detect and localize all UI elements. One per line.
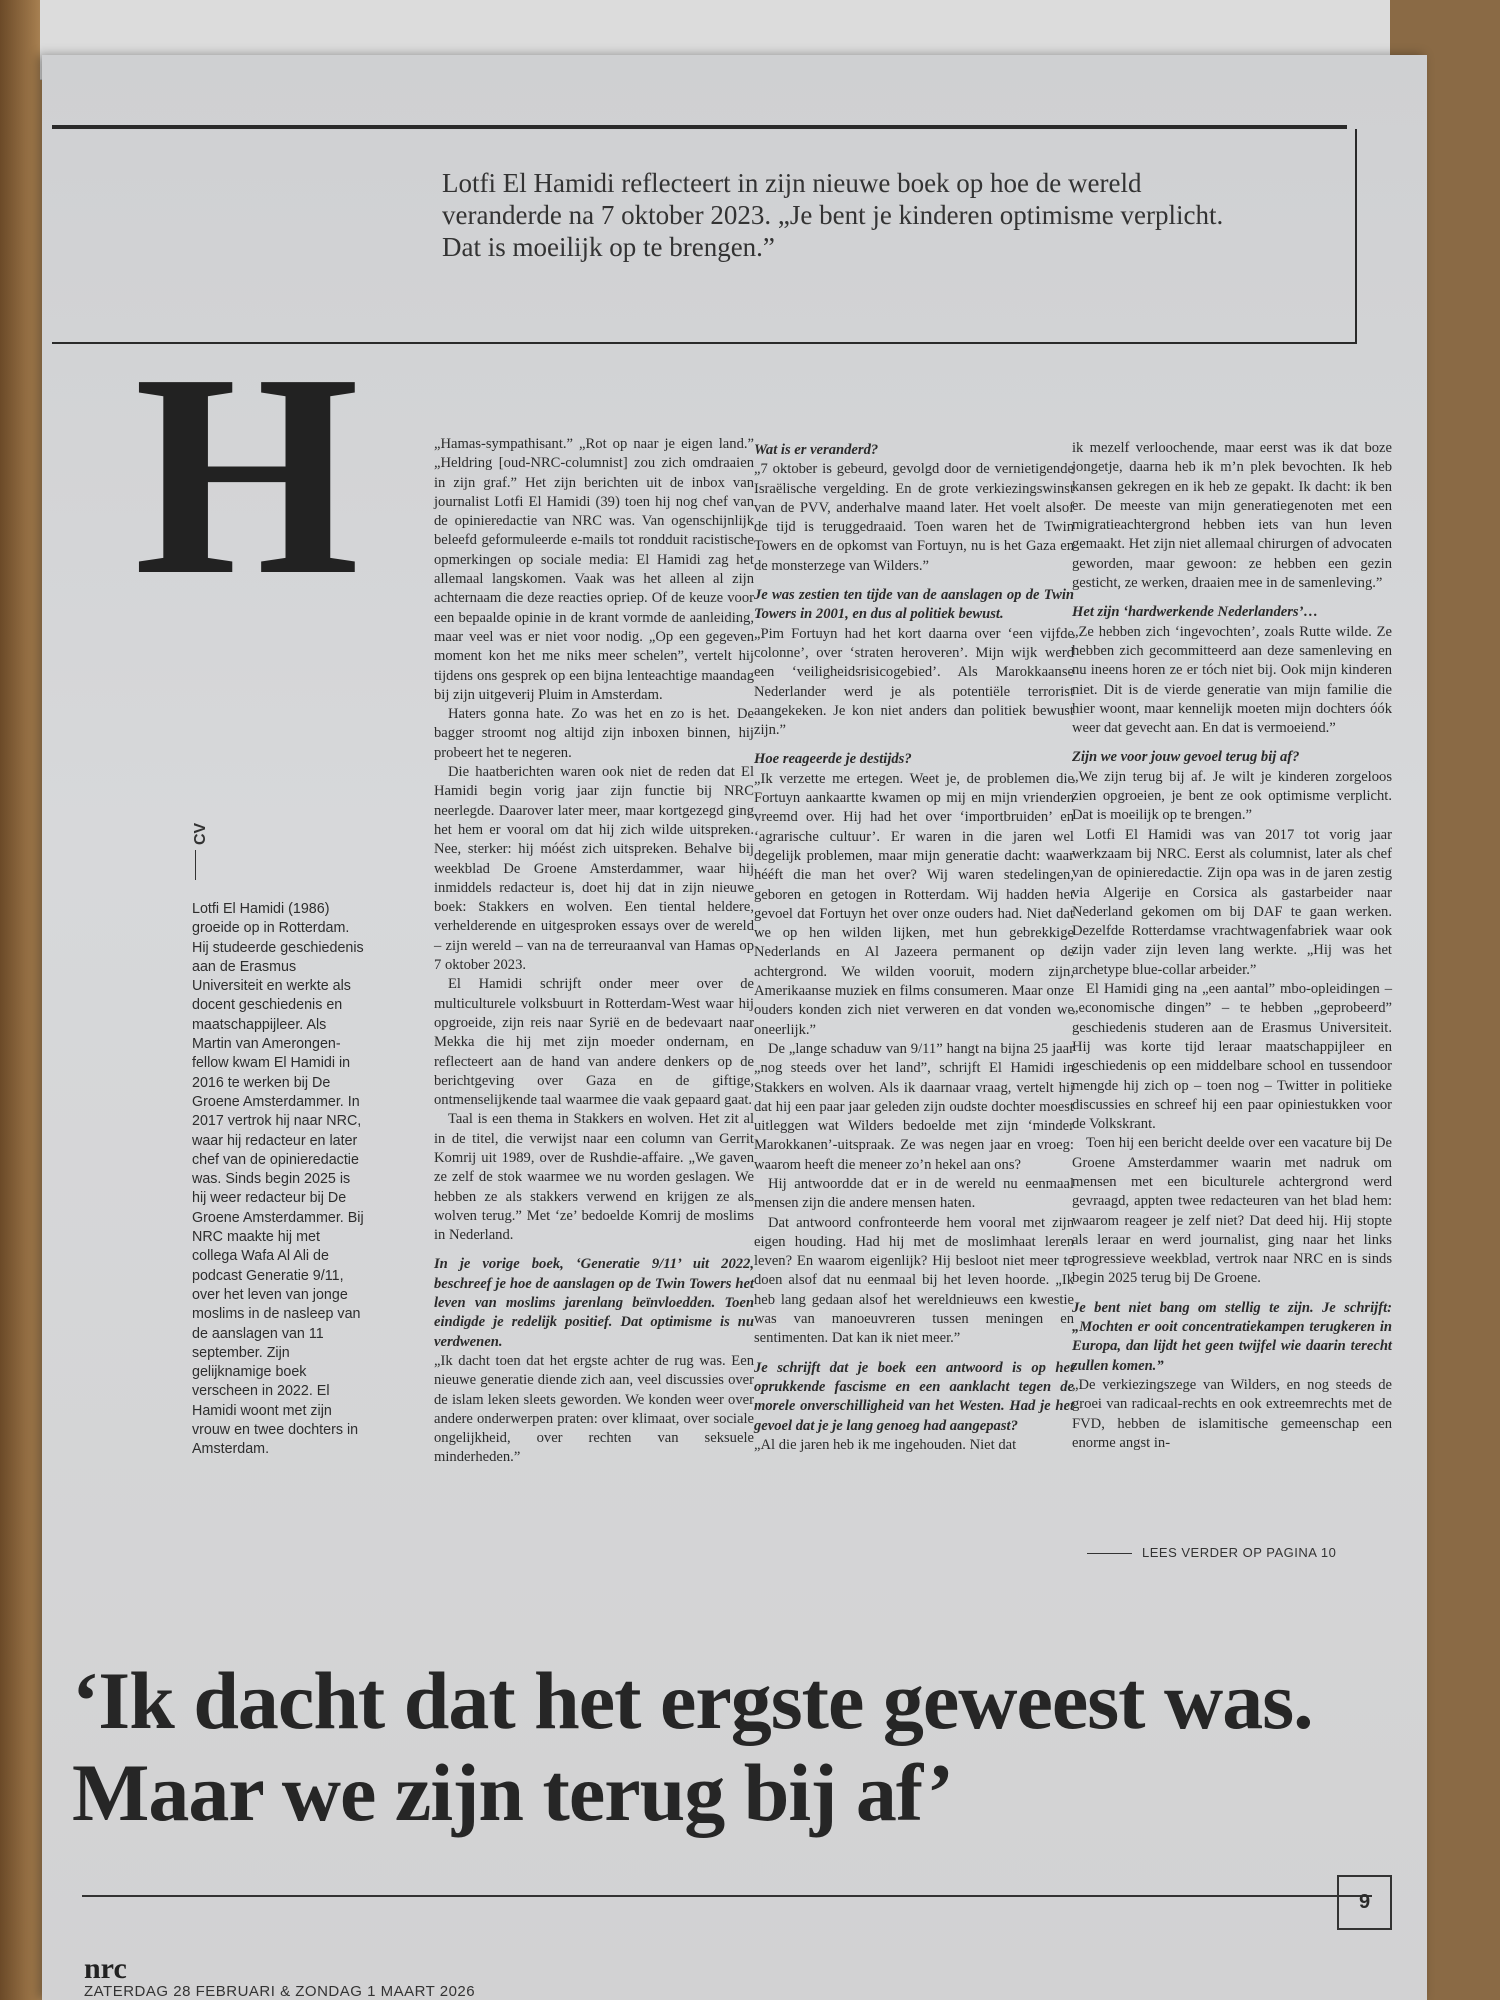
cv-label: CV — [192, 822, 209, 845]
paragraph: „De verkiezingszege van Wilders, en nog steeds de groei van radicaal-rechts en ook extreemrechts met de FVD, hebben de islamitische gemeenschap een enorme angst in- — [1072, 1376, 1392, 1451]
interview-question: Je schrijft dat je boek een antwoord is op het oprukkende fascisme en een aanklacht tegen de morele onverschilligheid van het Westen. Had je het gevoel dat je je lang genoeg had aangepast? — [754, 1359, 1074, 1434]
drop-cap: H — [134, 314, 360, 635]
interview-question: Hoe reageerde je destijds? — [754, 751, 912, 768]
interview-question: Je was zestien ten tijde van de aanslagen op de Twin Towers in 2001, en dus al politiek bewust. — [754, 587, 1074, 623]
nrc-logo: nrc — [84, 1952, 127, 1985]
cv-rule — [195, 850, 196, 880]
paragraph: Die haatberichten waren ook niet de reden dat El Hamidi begin vorig jaar zijn functie bij NRC neerlegde. Daarover later meer, maar kortgezegd ging het hem er vooral om dat hij zich wilde uitspreken. Nee, sterker: hij móést zich uitspreken. Behalve bij weekblad De Groene Amsterdammer, waar hij inmiddels redacteur is, doet hij dat in zijn nieuwe boek: Stakkers en wolven. Een tiental heldere, verhelderende en uitgesproken essays over de wereld – zijn wereld – van na de terreuraanval van Hamas op 7 oktober 2023. — [434, 764, 754, 974]
interview-question: Het zijn ‘hardwerkende Nederlanders’… — [1072, 604, 1319, 621]
paragraph: El Hamidi schrijft onder meer over de multiculturele volksbuurt in Rotterdam-West waar hij opgroeide, zijn reis naar Syrië en de bedevaart naar Mekka die hij met zijn moeder ondernam, en reflecteert aan de hand van andere denkers op de berichtgeving over Gaza en de giftige, ontmenselijkende taal waarmee die vaak gepaard gaat. — [434, 976, 754, 1109]
paragraph: „Hamas-sympathisant.” „Rot op naar je eigen land.” „Heldring [oud-NRC-columnist] zou zich omdraaien in zijn graf.” Het zijn berichten uit de inbox van journalist Lotfi El Hamidi (39) toen hij nog chef van de opinieredactie van NRC was. Van ogenschijnlijk beleefd geformuleerde e-mails tot rondduit racistische opmerkingen op sociale media: El Hamidi zag het allemaal langskomen. Vaak was het alleen al zijn achternaam die deze reacties opriep. Of de keuze voor een bepaalde opinie in de krant vormde de aanleiding, maar veel was er niet voor nodig. „Op een gegeven moment kon het me niks meer schelen”, vertelt hij tijdens ons gesprek op een bijna lenteachtige maandag bij zijn uitgeverij Pluim in Amsterdam. — [434, 436, 754, 703]
continued-on-page: LEES VERDER OP PAGINA 10 — [1087, 1545, 1336, 1560]
intro-lead: Lotfi El Hamidi reflecteert in zijn nieuwe boek op hoe de wereld veranderde na 7 oktober 2023. „Je bent je kinderen optimisme verplicht. Dat is moeilijk op te brengen.” — [442, 168, 1224, 262]
headline: ‘Ik dacht dat het ergste geweest was. Maar we zijn terug bij af’ — [72, 1655, 1313, 1838]
interview-question: In je vorige boek, ‘Generatie 9/11’ uit 2022, beschreef je hoe de aanslagen op de Twin Towers het leven van moslims jarenlang beïnvloedden. Toen eindigde je redelijk positief. Dat optimisme is nu verdwenen. — [434, 1256, 754, 1350]
paragraph: Dat antwoord confronteerde hem vooral met zijn eigen houding. Had hij met de moslimhaat leren leven? En waarom eigenlijk? Hij besloot niet meer te doen alsof dat nu eenmaal bij het leven hoorde. „Ik heb lang gedaan alsof het wereldnieuws een kwestie was van manoeuvreren tussen meningen en sentimenten. Dat kan ik niet meer.” — [754, 1214, 1074, 1347]
article-column-2 — [754, 441, 1074, 1455]
interview-question: Je bent niet bang om stellig te zijn. Je schrijft: „Mochten er ooit concentratiekampen terugkeren in Europa, dan lijdt het geen twijfel wie daarin terecht zullen komen.” — [1072, 1299, 1392, 1374]
article-column-3 — [1072, 439, 1392, 1453]
interview-question: Zijn we voor jouw gevoel terug bij af? — [1072, 749, 1300, 766]
paragraph: „Ze hebben zich ‘ingevochten’, zoals Rutte wilde. Ze hebben zich gecommitteerd aan deze samenleving en nu ineens horen ze er tóch niet bij. Ook mijn kinderen niet. Dit is de vierde generatie van mijn familie die hier woont, maar kennelijk moeten mijn dochters óók weer dat gevecht aan. En dat is vermoeiend.” — [1072, 623, 1392, 737]
paragraph: „Pim Fortuyn had het kort daarna over ‘een vijfde colonne’, over ‘straten heroveren’. Mijn wijk werd een ‘veiligheidsrisicogebied’. Als Marokkaanse Nederlander werd je als potentiële terrorist aangekeken. Je kon niet anders dan politiek bewust zijn.” — [754, 625, 1074, 739]
dateline: ZATERDAG 28 FEBRUARI & ZONDAG 1 MAART 2026 — [84, 1983, 476, 2000]
paragraph: „7 oktober is gebeurd, gevolgd door de vernietigende Israëlische vergelding. En de grote verkiezingswinst van de PVV, anderhalve maand later. Het voelt alsof de tijd is teruggedraaid. Toen waren het de Twin Towers en de opkomst van Fortuyn, nu is het Gaza en de monsterzege van Wilders.” — [754, 461, 1074, 574]
footer-rule — [82, 1895, 1372, 1897]
paragraph: „We zijn terug bij af. Je wilt je kinderen zorgeloos zien opgroeien, je bent ze ook optimisme verplicht. Dat is moeilijk op te brengen.” — [1072, 768, 1392, 824]
paragraph: „Ik dacht toen dat het ergste achter de rug was. Een nieuwe generatie diende zich aan, veel discussies over de islam leken sleets geworden. We konden weer over andere onderwerpen praten: over klimaat, over sociale ongelijkheid, over rechten van seksuele minderheden.” — [434, 1352, 754, 1466]
paragraph: „Al die jaren heb ik me ingehouden. Niet dat — [754, 1436, 1017, 1453]
paragraph: Lotfi El Hamidi was van 2017 tot vorig jaar werkzaam bij NRC. Eerst als columnist, later als chef van de opinieredactie. Zijn opa was in de jaren zestig via Algerije en Corsica als gastarbeider naar Nederland gekomen om bij DAF te gaan werken. Dezelfde Rotterdamse vrachtwagenfabriek waar ook zijn vader zijn leven lang werkte. „Hij was het archetype blue-collar arbeider.” — [1072, 826, 1392, 978]
paragraph: Haters gonna hate. Zo was het en zo is het. De bagger stroomt nog altijd zijn inboxen binnen, hij probeert het te negeren. — [434, 706, 754, 761]
cv-text: Lotfi El Hamidi (1986) groeide op in Rotterdam. Hij studeerde geschiedenis aan de Erasmus Universiteit en werkte als docent geschiedenis en maatschappijleer. Als Martin van Amerongen-fellow kwam El Hamidi in 2016 te werken bij De Groene Amsterdammer. In 2017 vertrok hij naar NRC, waar hij redacteur en later chef van de opinieredactie was. Sinds begin 2025 is hij weer redacteur bij De Groene Amsterdammer. Bij NRC maakte hij met collega Wafa Al Ali de podcast Generatie 9/11, over het leven van jonge moslims in de nasleep van de aanslagen van 11 september. Zijn gelijknamige boek verscheen in 2022. El Hamidi woont met zijn vrouw en twee dochters in Amsterdam. — [192, 901, 364, 1458]
interview-question: Wat is er veranderd? — [754, 442, 879, 458]
paragraph: De „lange schaduw van 9/11” hangt na bijna 25 jaar „nog steeds over het land”, schrijft El Hamidi in Stakkers en wolven. Als ik daarnaar vraag, vertelt hij dat hij een paar jaar geleden zijn oudste dochter moest uitleggen wat Wilders bedoelde met zijn ‘minder Marokkanen’-uitspraak. Ze was negen jaar en vroeg: waarom heeft die meneer zo’n hekel aan ons? — [754, 1040, 1074, 1173]
page-number: 9 — [1337, 1875, 1392, 1930]
paragraph: „Ik verzette me ertegen. Weet je, de problemen die Fortuyn aankaartte kwamen op mij en mijn vrienden vreemd over. Hij had het over ‘importbruiden’ en ‘agrarische cultuur’. Er waren in die jaren wel degelijk problemen, maar mijn generatie dacht: waar hééft die man het over? Wij waren stedelingen, geboren en getogen in Rotterdam. Wij hadden het gevoel dat Fortuyn het over onze ouders had. Niet dat we op hen wilden lijken, met hun gebrekkige Nederlands en Al Jazeera permanent op de achtergrond. We wilden vooruit, modern zijn, Amerikaanse muziek en films consumeren. Maar onze ouders konden zich niet verweren en dat vonden we oneerlijk.” — [754, 770, 1074, 1038]
newspaper-page — [42, 55, 1427, 2000]
paragraph: ik mezelf verloochende, maar eerst was ik dat boze jongetje, daarna heb ik m’n plek bevochten. Ik heb kansen gekregen en ik heb ze gepakt. Ik dacht: ik ben er. De meeste van mijn generatiegenoten met een migratieachtergrond hebben iets van hun leven gemaakt. Het zijn niet allemaal chirurgen of advocaten geworden, maar gewoon: ze hebben een gezin gesticht, ze werken, draaien mee in de samenleving.” — [1072, 440, 1392, 592]
article-column-1 — [434, 435, 754, 1468]
paragraph: Taal is een thema in Stakkers en wolven. Het zit al in de titel, die verwijst naar een column van Gerrit Komrij uit 1989, over de Rushdie-affaire. „We gaven ze zelf de stok waarmee we nu worden geslagen. We hebben ze als stakkers verwend en krijgen ze als wolven terug.” Met ‘ze’ bedoelde Komrij de moslims in Nederland. — [434, 1111, 754, 1244]
paragraph: Hij antwoordde dat er in de wereld nu eenmaal mensen zijn die andere mensen haten. — [754, 1175, 1074, 1212]
paragraph: Toen hij een bericht deelde over een vacature bij De Groene Amsterdammer waarin met nadruk om mensen met een biculturele achtergrond werd gevraagd, appten twee redacteuren van het blad hem: waarom reageer je zelf niet? Dat deed hij. Hij stopte als leraar en werd journalist, ging naar het links progressieve weekblad, vertrok naar NRC en is sinds begin 2025 terug bij De Groene. — [1072, 1135, 1392, 1287]
paragraph: El Hamidi ging na „een aantal” mbo-opleidingen – „economische dingen” – te hebben „geprobeerd” geschiedenis studeren aan de Erasmus Universiteit. Hij was korte tijd leraar maatschappijleer en geschiedenis op een middelbare school en tussendoor mengde hij zich op – toen nog – Twitter in politieke discussies en schreef hij een paar opiniestukken voor de Volkskrant. — [1072, 981, 1392, 1133]
